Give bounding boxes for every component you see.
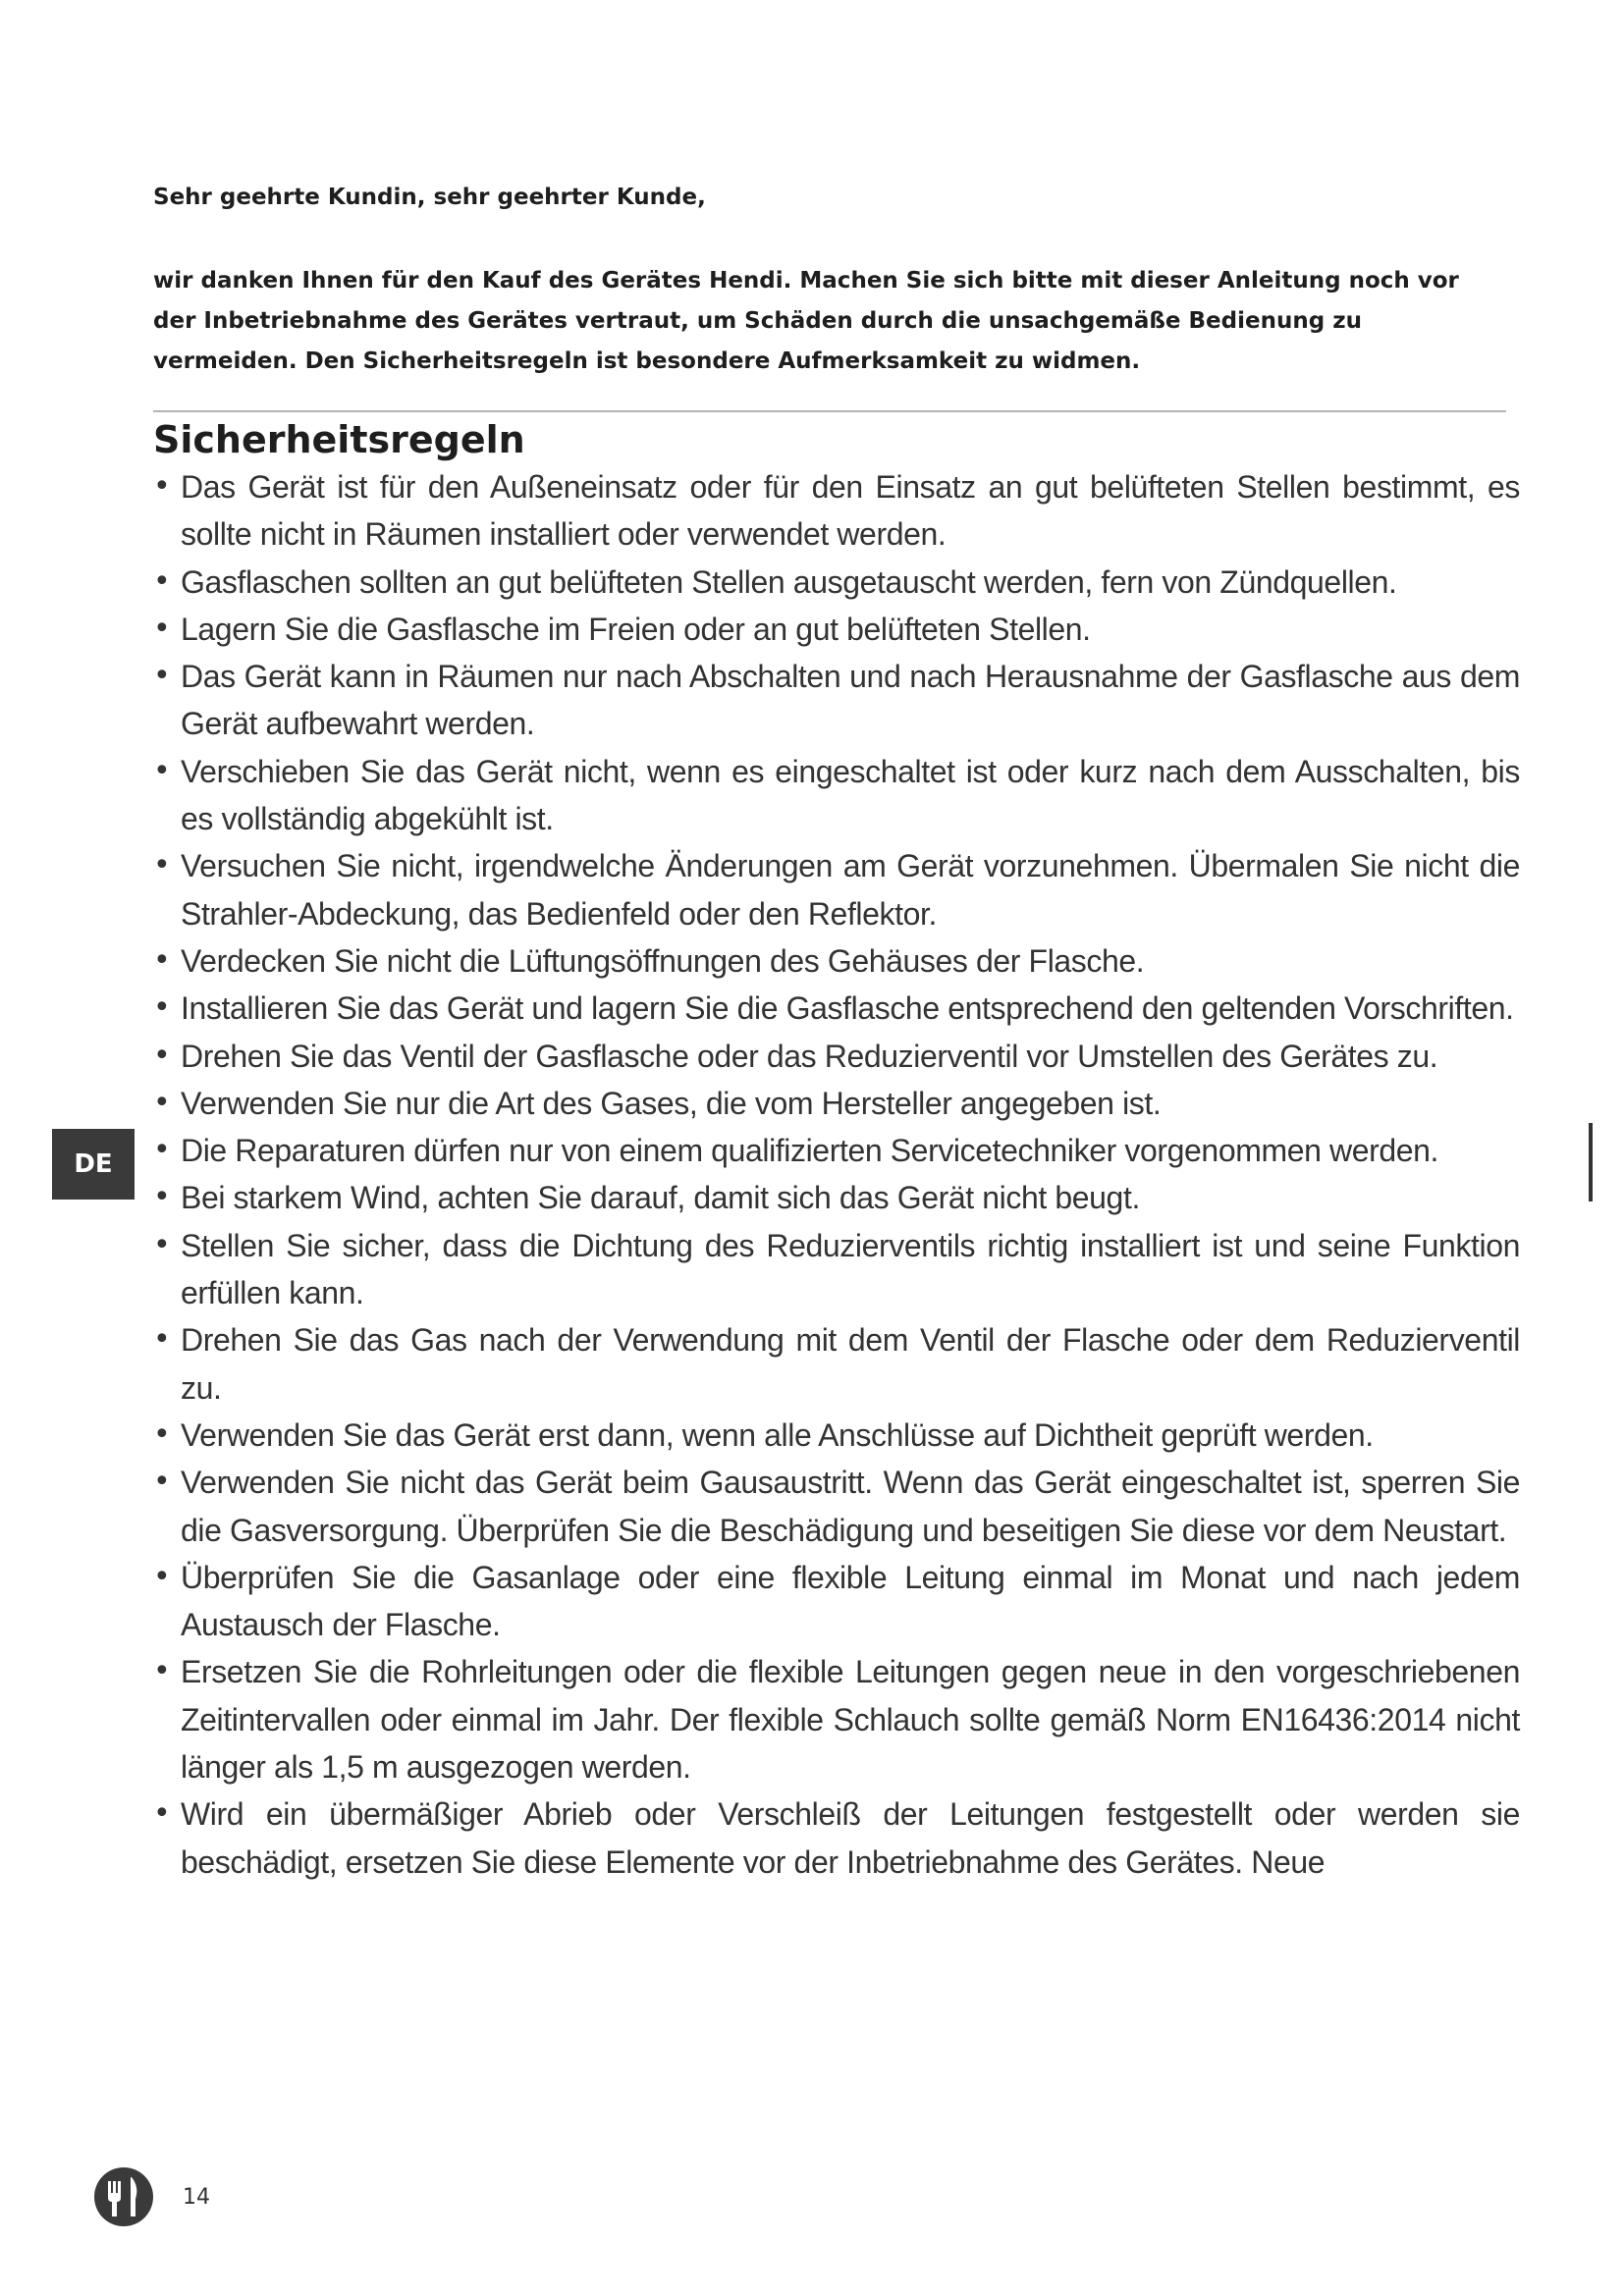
cutlery-logo-icon xyxy=(92,2165,155,2228)
list-item xyxy=(153,559,1520,606)
list-item-text: Versuchen Sie nicht, irgendwelche Änderungen am Gerät vorzunehmen. Übermalen Sie nicht die Strahler-Abdeckung, das Bedienfeld oder den Reflektor. xyxy=(181,848,1520,932)
list-item xyxy=(153,1648,1520,1790)
bullet-icon: • xyxy=(153,563,171,599)
list-item xyxy=(153,1316,1520,1412)
list-item-text: Verdecken Sie nicht die Lüftungsöffnungen des Gehäuses der Flasche. xyxy=(181,942,1145,979)
list-item-text: Verwenden Sie nicht das Gerät beim Gausaustritt. Wenn das Gerät eingeschaltet ist, sperren Sie die Gasversorgung. Überprüfen Sie die Beschädigung und beseitigen Sie diese vor dem Neustart. xyxy=(181,1465,1520,1548)
list-item-text: Lagern Sie die Gasflasche im Freien oder an gut belüfteten Stellen. xyxy=(181,611,1091,647)
list-item-text: Drehen Sie das Gas nach der Verwendung mit dem Ventil der Flasche oder dem Reduzierventil zu. xyxy=(181,1322,1520,1406)
bullet-icon: • xyxy=(153,611,171,646)
list-item xyxy=(153,1174,1520,1221)
bullet-icon: • xyxy=(153,848,171,883)
bullet-icon: • xyxy=(153,1416,171,1452)
bullet-icon: • xyxy=(153,942,171,978)
list-item xyxy=(153,842,1520,937)
list-item-text: Die Reparaturen dürfen nur von einem qualifizierten Servicetechniker vorgenommen werden. xyxy=(181,1133,1439,1169)
list-item-text: Gasflaschen sollten an gut belüfteten Stellen ausgetauscht werden, fern von Zündquellen. xyxy=(181,563,1397,600)
bullet-icon: • xyxy=(153,1085,171,1120)
list-item-text: Verschieben Sie das Gerät nicht, wenn es eingeschaltet ist oder kurz nach dem Ausschalten, bis es vollständig abgekühlt ist. xyxy=(181,753,1520,837)
list-item-text: Das Gerät ist für den Außeneinsatz oder für den Einsatz an gut belüfteten Stellen bestimmt, es sollte nicht in Räumen installiert oder verwendet werden. xyxy=(181,469,1520,553)
list-item-text: Bei starkem Wind, achten Sie darauf, damit sich das Gerät nicht beugt. xyxy=(181,1180,1140,1216)
page-number: 14 xyxy=(183,2185,210,2210)
list-item xyxy=(153,1127,1520,1174)
safety-rules-list xyxy=(153,463,1520,1886)
bullet-icon: • xyxy=(153,990,171,1026)
list-item xyxy=(153,748,1520,843)
bullet-icon: • xyxy=(153,1654,171,1689)
list-item-text: Stellen Sie sicher, dass die Dichtung des Reduzierventils richtig installiert ist und seine Funktion erfüllen kann. xyxy=(181,1227,1520,1311)
list-item xyxy=(153,1222,1520,1317)
list-item-text: Ersetzen Sie die Rohrleitungen oder die flexible Leitungen gegen neue in den vorgeschriebenen Zeitintervallen oder einmal im Jahr. Der flexible Schlauch sollte gemäß Norm EN16436:2014 nicht länger als 1,5 m ausgezogen werden. xyxy=(181,1654,1520,1786)
language-tab: DE xyxy=(52,1129,135,1200)
list-item xyxy=(153,653,1520,748)
bullet-icon: • xyxy=(153,1559,171,1594)
bullet-icon: • xyxy=(153,1180,171,1215)
list-item xyxy=(153,1412,1520,1459)
bullet-icon: • xyxy=(153,1796,171,1832)
list-item xyxy=(153,937,1520,985)
bullet-icon: • xyxy=(153,1227,171,1262)
intro-paragraph: wir danken Ihnen für den Kauf des Gerätes Hendi. Machen Sie sich bitte mit dieser Anleitung noch vor der Inbetriebnahme des Gerätes vertraut, um Schäden durch die unsachgemäße Bedienung zu vermeiden. Den Sicherheitsregeln ist besondere Aufmerksamkeit zu widmen. xyxy=(153,268,1459,374)
bullet-icon: • xyxy=(153,1322,171,1358)
list-item-text: Überprüfen Sie die Gasanlage oder eine flexible Leitung einmal im Monat und nach jedem Austausch der Flasche. xyxy=(181,1559,1520,1643)
list-item xyxy=(153,1554,1520,1649)
list-item xyxy=(153,1033,1520,1080)
bullet-icon: • xyxy=(153,1133,171,1168)
bullet-icon: • xyxy=(153,1465,171,1500)
list-item-text: Wird ein übermäßiger Abrieb oder Verschleiß der Leitungen festgestellt oder werden sie beschädigt, ersetzen Sie diese Elemente vor der Inbetriebnahme des Gerätes. Neue xyxy=(181,1796,1520,1880)
list-item-text: Drehen Sie das Ventil der Gasflasche oder das Reduzierventil vor Umstellen des Gerätes zu. xyxy=(181,1038,1438,1074)
greeting: Sehr geehrte Kundin, sehr geehrter Kunde, xyxy=(153,185,706,210)
list-item xyxy=(153,1080,1520,1127)
list-item-text: Verwenden Sie nur die Art des Gases, die vom Hersteller angegeben ist. xyxy=(181,1085,1162,1121)
bullet-icon: • xyxy=(153,469,171,504)
list-item-text: Das Gerät kann in Räumen nur nach Abschalten und nach Herausnahme der Gasflasche aus dem Gerät aufbewahrt werden. xyxy=(181,659,1520,742)
list-item xyxy=(153,1790,1520,1886)
list-item xyxy=(153,606,1520,653)
margin-marker xyxy=(1589,1123,1593,1201)
list-item xyxy=(153,985,1520,1032)
list-item xyxy=(153,1459,1520,1554)
list-item-text: Installieren Sie das Gerät und lagern Sie die Gasflasche entsprechend den geltenden Vorschriften. xyxy=(181,990,1514,1027)
bullet-icon: • xyxy=(153,753,171,788)
bullet-icon: • xyxy=(153,1038,171,1073)
bullet-icon: • xyxy=(153,659,171,694)
section-title: Sicherheitsregeln xyxy=(153,418,525,461)
list-item-text: Verwenden Sie das Gerät erst dann, wenn alle Anschlüsse auf Dichtheit geprüft werden. xyxy=(181,1416,1374,1453)
list-item xyxy=(153,463,1520,559)
